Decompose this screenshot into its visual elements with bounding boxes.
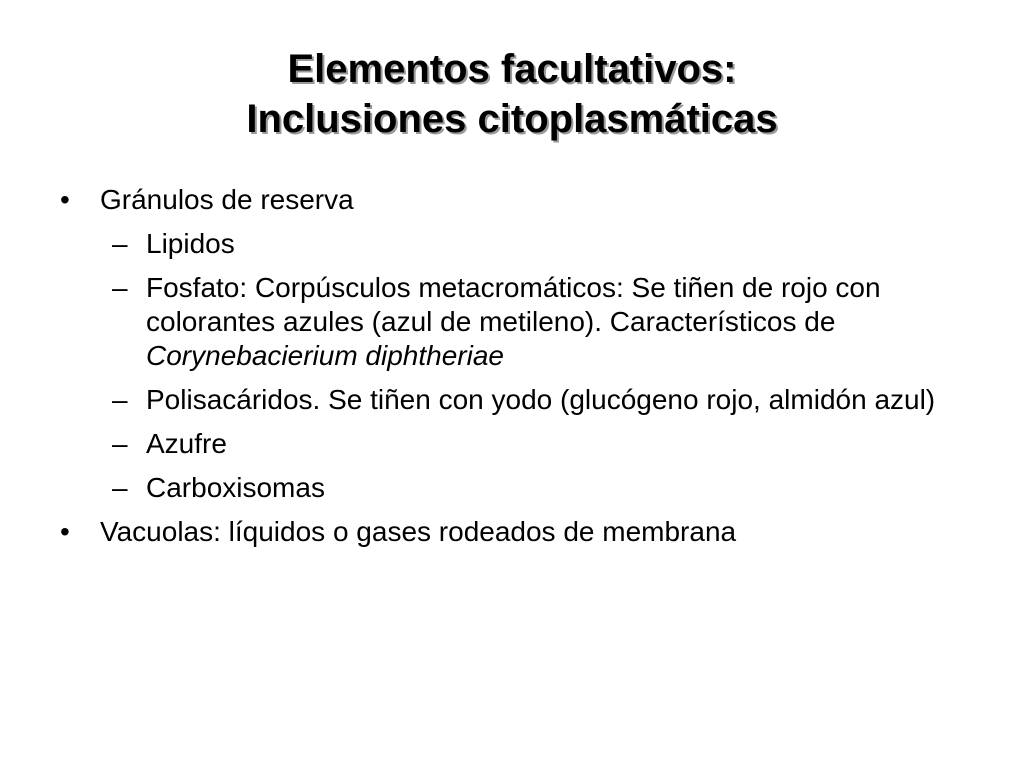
title-line-1: Elementos facultativos: bbox=[287, 47, 737, 91]
subitem-text: Carboxisomas bbox=[146, 472, 325, 503]
species-name: Corynebacierium diphtheriae bbox=[146, 340, 504, 371]
dash-icon: – bbox=[112, 228, 128, 259]
dash-icon: – bbox=[112, 428, 128, 459]
dash-icon: – bbox=[112, 272, 128, 303]
subitem-lipidos bbox=[56, 227, 956, 261]
subitem-text: Lipidos bbox=[146, 228, 235, 259]
subitem-fosfato bbox=[56, 271, 956, 373]
dash-icon: – bbox=[112, 472, 128, 503]
subitem-text bbox=[146, 271, 956, 373]
slide-body bbox=[56, 183, 956, 559]
subitem-polisacaridos bbox=[56, 383, 956, 417]
slide-title bbox=[0, 44, 1024, 144]
bullet-item-granulos bbox=[56, 183, 956, 217]
bullet-icon: • bbox=[60, 184, 70, 215]
subitem-text: Polisacáridos. Se tiñen con yodo (glucógeno rojo, almidón azul) bbox=[146, 384, 936, 415]
subitem-text: Azufre bbox=[146, 428, 227, 459]
subitem-carboxisomas bbox=[56, 471, 956, 505]
title-line-2: Inclusiones citoplasmáticas bbox=[246, 97, 778, 141]
bullet-text: Gránulos de reserva bbox=[100, 184, 354, 215]
subitem-azufre bbox=[56, 427, 956, 461]
subitem-text-plain: Fosfato: Corpúsculos metacromáticos: Se tiñen de rojo con colorantes azules (azul de metileno). Característicos de bbox=[146, 272, 881, 337]
dash-icon: – bbox=[112, 384, 128, 415]
bullet-text: Vacuolas: líquidos o gases rodeados de membrana bbox=[100, 516, 737, 547]
bullet-item-vacuolas bbox=[56, 515, 956, 549]
bullet-icon: • bbox=[60, 516, 70, 547]
